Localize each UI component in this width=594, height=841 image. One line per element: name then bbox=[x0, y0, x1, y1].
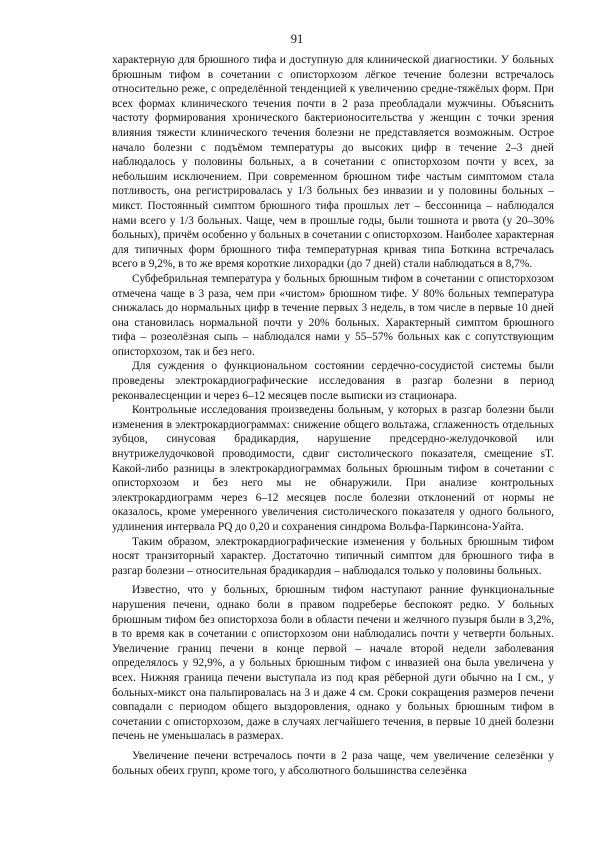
paragraph-7: Увеличение печени встречалось почти в 2 раза чаще, чем увеличение селезёнки у больных обеих групп, кроме того, у абсолютного большинства селезёнка bbox=[112, 749, 554, 777]
paragraph-5: Таким образом, электрокардиографические изменения у больных брюшным тифом носят транзиторный характер. Достаточно типичный симптом для брюшного тифа в разгар болезни – относительная брадикардия – наблюдался только у половины больных. bbox=[112, 535, 554, 577]
page-number: 91 bbox=[290, 32, 304, 46]
body-text bbox=[112, 53, 554, 778]
paragraph-3: Для суждения о функциональном состоянии сердечно-сосудистой системы были проведены электрокардиографические исследования в разгар болезни в период реконвалесценции и через 6–12 месяцев после выписки из стационара. bbox=[112, 360, 554, 402]
paragraph-1: характерную для брюшного тифа и доступную для клинической диагностики. У больных брюшным тифом в сочетании с описторхозом лёгкое течение болезни встречалось относительно реже, с определённой тенденцией к увеличению средне-тяжёлых форм. При всех формах клинического течения почти в 2 раза преобладали мужчины. Объяснить частоту формирования хронического бактерионосительства у женщин с точки зрения влияния тяжести клинического течения болезни не представляется возможным. Острое начало болезни с подъёмом температуры до высоких цифр в течение 2–3 дней наблюдалось у половины больных, а в сочетании с описторхозом почти у всех, за небольшим исключением. При современном брюшном тифе частым симптомом стала потливость, она регистрировалась у 1/3 больных без инвазии и у половины больных – микст. Постоянный симптом брюшного тифа прошлых лет – бессонница – наблюдался нами всего у 1/3 больных. Чаще, чем в прошлые годы, были тошнота и рвота (у 20–30% больных), причём особенно у больных в сочетании с описторхозом. Наиболее характерная для типичных форм брюшного тифа температурная кривая типа Боткина встречалась всего в 9,2%, в то же время короткие лихорадки (до 7 дней) стали наблюдаться в 8,7%. bbox=[112, 54, 554, 271]
paragraph-6: Известно, что у больных, брюшным тифом наступают ранние функциональные нарушения печени, однако боли в правом подреберье беспокоят редко. У больных брюшным тифом без описторхоза боли в области печени и желчного пузыря были в 3,2%, в то время как в сочетании с описторхозом они наблюдались почти у четверти больных. Увеличение границ печени в конце первой – начале второй недели заболевания определялось у 92,9%, а у больных брюшным тифом с инвазией она была увеличена у всех. Нижняя граница печени выступала из под края рёберной дуги обычно на I см., у больных-микст она пальпировалась на 3 и даже 4 см. Сроки сокращения размеров печени совпадали с периодом общего выздоровления, однако у больных брюшным тифом в сочетании с описторхозом, даже в случаях легчайшего течения, в первые 10 дней болезни печень не уменьшалась в размерах. bbox=[112, 584, 554, 743]
paragraph-4: Контрольные исследования произведены больным, у которых в разгар болезни были изменения в электрокардиограммах: снижение общего вольтажа, сглаженность отдельных зубцов, синусовая брадикардия, нарушение предсердно-желудочковой или внутрижелудочковой проводимости, сдвиг систолического показателя, смещение sT. Какой-либо разницы в электрокардиограммах больных брюшным тифом в сочетании с описторхозом и без него мы не обнаружили. При анализе контрольных электрокардиограмм через 6–12 месяцев после болезни отклонений от нормы не оказалось, кроме умеренного увеличения систолического показателя у одного больного, удлинения интервала PQ до 0,20 и сохранения синдрома Вольфа-Паркинсона-Уайта. bbox=[112, 404, 554, 533]
paragraph-2: Субфебрильная температура у больных брюшным тифом в сочетании с описторхозом отмечена чаще в 3 раза, чем при «чистом» брюшном тифе. У 80% больных температура снижалась до нормальных цифр в течение первых 3 недель, в том числе в первые 10 дней она становилась нормальной почти у 20% больных. Характерный симптом брюшного тифа – розеолёзная сыпь – наблюдался нами у 55–57% больных как с сопутствующим описторхозом, так и без него. bbox=[112, 272, 554, 358]
